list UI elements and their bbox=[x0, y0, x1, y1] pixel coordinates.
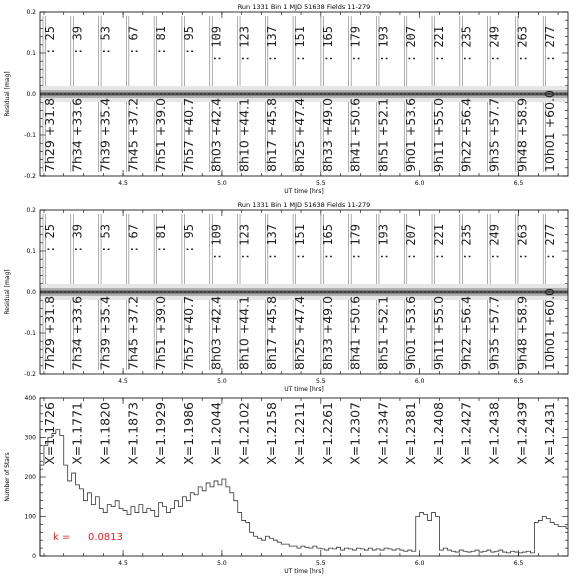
x-axis-label: UT time [hrs] bbox=[284, 188, 324, 195]
field-number-label: : 151 bbox=[293, 26, 307, 63]
field-number-label: : 95 bbox=[181, 26, 196, 55]
field-number-label: : 123 bbox=[237, 26, 252, 63]
coord-label: 8h33 +49.0 bbox=[319, 295, 335, 370]
field-number-label: : 165 bbox=[320, 224, 335, 261]
coord-label: 8h51 +52.1 bbox=[375, 97, 391, 172]
panel-residual-top bbox=[4, 3, 568, 195]
field-number-label: : 137 bbox=[265, 224, 280, 261]
coord-label: 9h01 +53.6 bbox=[403, 97, 419, 172]
coord-label: 7h39 +35.4 bbox=[97, 97, 113, 172]
coord-label: 7h34 +33.6 bbox=[69, 97, 85, 172]
y-tick-label: -0.2 bbox=[24, 371, 36, 378]
airmass-label: X=1.1986 bbox=[180, 402, 196, 465]
coord-label: 9h11 +55.0 bbox=[430, 97, 446, 172]
x-tick-label: 6.5 bbox=[513, 560, 524, 567]
x-tick-label: 4.5 bbox=[118, 180, 128, 187]
x-tick-label: 5.0 bbox=[217, 378, 227, 385]
coord-label: 8h25 +47.4 bbox=[292, 97, 307, 172]
x-tick-label: 5.5 bbox=[316, 560, 326, 567]
airmass-label: X=1.2431 bbox=[542, 402, 558, 465]
coord-label: 7h57 +40.7 bbox=[180, 295, 196, 370]
k-label: k = bbox=[53, 532, 71, 543]
y-tick-label: 400 bbox=[24, 395, 36, 402]
field-number-label: : 67 bbox=[126, 26, 141, 55]
x-tick-label: 6.0 bbox=[414, 180, 425, 187]
field-number-label: : 109 bbox=[209, 224, 224, 261]
x-tick-label: 5.5 bbox=[316, 180, 326, 187]
airmass-label: X=1.2347 bbox=[375, 402, 391, 465]
coord-label: 8h10 +44.1 bbox=[236, 295, 252, 370]
field-number-label: : 137 bbox=[265, 26, 280, 63]
field-number-label: : 263 bbox=[515, 26, 530, 63]
airmass-label: X=1.2261 bbox=[319, 402, 335, 465]
field-number-label: : 95 bbox=[181, 224, 196, 253]
coord-label: 8h03 +42.4 bbox=[208, 97, 224, 172]
x-tick-label: 6.5 bbox=[513, 378, 524, 385]
field-number-label: : 235 bbox=[459, 224, 474, 261]
y-tick-label: 0.2 bbox=[26, 9, 36, 16]
field-number-label: : 53 bbox=[98, 224, 113, 253]
y-tick-label: 0 bbox=[32, 553, 36, 560]
coord-label: 8h41 +50.6 bbox=[347, 97, 363, 172]
y-tick-label: -0.1 bbox=[24, 132, 36, 139]
y-tick-label: 300 bbox=[24, 434, 36, 442]
airmass-label: X=1.2044 bbox=[208, 402, 224, 465]
coord-label: 8h03 +42.4 bbox=[208, 295, 224, 370]
y-tick-label: 200 bbox=[24, 474, 36, 481]
y-tick-label: 0.1 bbox=[26, 248, 36, 255]
field-number-label: : 67 bbox=[126, 224, 141, 253]
coord-label: 8h41 +50.6 bbox=[347, 295, 363, 370]
x-tick-label: 6.0 bbox=[414, 378, 425, 385]
x-axis-label: UT time [hrs] bbox=[284, 386, 324, 393]
x-tick-label: 5.0 bbox=[217, 560, 227, 567]
coord-label: 7h34 +33.6 bbox=[69, 295, 85, 370]
x-tick-label: 4.5 bbox=[118, 560, 128, 567]
field-number-label: : 25 bbox=[42, 26, 57, 55]
coord-label: 9h22 +56.4 bbox=[458, 295, 474, 370]
y-tick-label: 0.0 bbox=[26, 289, 36, 296]
k-value: 0.0813 bbox=[88, 532, 123, 543]
field-number-label: : 81 bbox=[154, 224, 169, 253]
field-number-label: : 39 bbox=[70, 26, 85, 55]
coord-label: 9h35 +57.7 bbox=[486, 97, 502, 172]
airmass-label: X=1.1929 bbox=[153, 402, 169, 465]
y-axis-label: Residual [mag] bbox=[4, 269, 11, 315]
field-number-label: : 165 bbox=[320, 26, 335, 63]
coord-label: 7h51 +39.0 bbox=[153, 97, 169, 172]
chart-title: Run 1331 Bin 1 MJD 51638 Fields 11-279 bbox=[237, 3, 371, 11]
coord-label: 8h17 +45.8 bbox=[264, 295, 280, 370]
x-tick-label: 6.5 bbox=[513, 180, 524, 187]
airmass-label: X=1.2211 bbox=[292, 402, 307, 465]
field-number-label: : 207 bbox=[404, 26, 419, 63]
chart-title: Run 1331 Bin 1 MJD 51638 Fields 11-279 bbox=[237, 201, 371, 209]
field-number-label: : 263 bbox=[515, 224, 530, 261]
coord-label: 7h45 +37.2 bbox=[125, 97, 141, 172]
airmass-label: X=1.2102 bbox=[236, 402, 252, 465]
coord-label: 8h17 +45.8 bbox=[264, 97, 280, 172]
airmass-label: X=1.1873 bbox=[125, 402, 141, 465]
airmass-label: X=1.1726 bbox=[41, 402, 57, 465]
field-number-label: : 193 bbox=[376, 26, 391, 63]
coord-label: 10h01 +60.0 bbox=[542, 89, 558, 172]
x-tick-label: 6.0 bbox=[414, 560, 425, 567]
y-tick-label: -0.1 bbox=[24, 330, 36, 337]
coord-label: 9h01 +53.6 bbox=[403, 295, 419, 370]
airmass-label: X=1.1771 bbox=[69, 402, 85, 465]
field-number-label: : 53 bbox=[98, 26, 113, 55]
x-tick-label: 5.5 bbox=[316, 378, 326, 385]
coord-label: 7h39 +35.4 bbox=[97, 295, 113, 370]
field-number-label: : 221 bbox=[431, 26, 446, 63]
coord-label: 7h57 +40.7 bbox=[180, 97, 196, 172]
x-axis-label: UT time [hrs] bbox=[284, 568, 324, 575]
y-tick-label: -0.2 bbox=[24, 173, 36, 180]
coord-label: 7h29 +31.8 bbox=[41, 295, 57, 370]
y-axis-label: Residual [mag] bbox=[4, 71, 11, 117]
panel-star-count bbox=[4, 395, 568, 575]
airmass-label: X=1.2427 bbox=[458, 401, 474, 465]
coord-label: 9h11 +55.0 bbox=[430, 295, 446, 370]
field-number-label: : 221 bbox=[431, 224, 446, 261]
coord-label: 8h25 +47.4 bbox=[292, 295, 307, 370]
field-number-label: : 123 bbox=[237, 224, 252, 261]
y-tick-label: 100 bbox=[24, 513, 36, 521]
field-number-label: : 109 bbox=[209, 26, 224, 63]
coord-label: 8h51 +52.1 bbox=[375, 295, 391, 370]
field-number-label: : 193 bbox=[376, 224, 391, 261]
field-number-label: : 249 bbox=[487, 224, 502, 261]
airmass-label: X=1.2381 bbox=[403, 402, 419, 465]
field-number-label: : 235 bbox=[459, 26, 474, 63]
airmass-label: X=1.2438 bbox=[486, 402, 502, 465]
x-tick-label: 5.0 bbox=[217, 180, 227, 187]
airmass-label: X=1.1820 bbox=[97, 402, 113, 465]
field-number-label: : 25 bbox=[42, 224, 57, 253]
coord-label: 9h48 +58.9 bbox=[514, 295, 530, 370]
field-number-label: : 207 bbox=[404, 224, 419, 261]
coord-label: 9h48 +58.9 bbox=[514, 97, 530, 172]
panel-residual-middle bbox=[4, 201, 568, 393]
coord-label: 9h22 +56.4 bbox=[458, 97, 474, 172]
field-number-label: : 277 bbox=[543, 26, 558, 63]
field-number-label: : 39 bbox=[70, 224, 85, 253]
coord-label: 8h10 +44.1 bbox=[236, 97, 252, 172]
x-tick-label: 4.5 bbox=[118, 378, 128, 385]
y-tick-label: 0.1 bbox=[26, 50, 36, 57]
y-axis-label: Number of Stars bbox=[4, 452, 11, 502]
field-number-label: : 277 bbox=[543, 224, 558, 261]
field-number-label: : 81 bbox=[154, 26, 169, 55]
coord-label: 7h45 +37.2 bbox=[125, 295, 141, 370]
airmass-label: X=1.2158 bbox=[264, 402, 280, 465]
field-number-label: : 179 bbox=[348, 224, 363, 261]
coord-label: 7h51 +39.0 bbox=[153, 295, 169, 370]
airmass-label: X=1.2307 bbox=[347, 402, 363, 465]
y-tick-label: 0.2 bbox=[26, 207, 36, 214]
airmass-label: X=1.2408 bbox=[430, 402, 446, 465]
field-number-label: : 179 bbox=[348, 26, 363, 63]
coord-label: 8h33 +49.0 bbox=[319, 97, 335, 172]
coord-label: 9h35 +57.7 bbox=[486, 295, 502, 370]
coord-label: 10h01 +60.0 bbox=[542, 287, 558, 370]
airmass-label: X=1.2439 bbox=[514, 402, 530, 465]
field-number-label: : 249 bbox=[487, 26, 502, 63]
y-tick-label: 0.0 bbox=[26, 91, 36, 98]
coord-label: 7h29 +31.8 bbox=[41, 97, 57, 172]
field-number-label: : 151 bbox=[293, 224, 307, 261]
